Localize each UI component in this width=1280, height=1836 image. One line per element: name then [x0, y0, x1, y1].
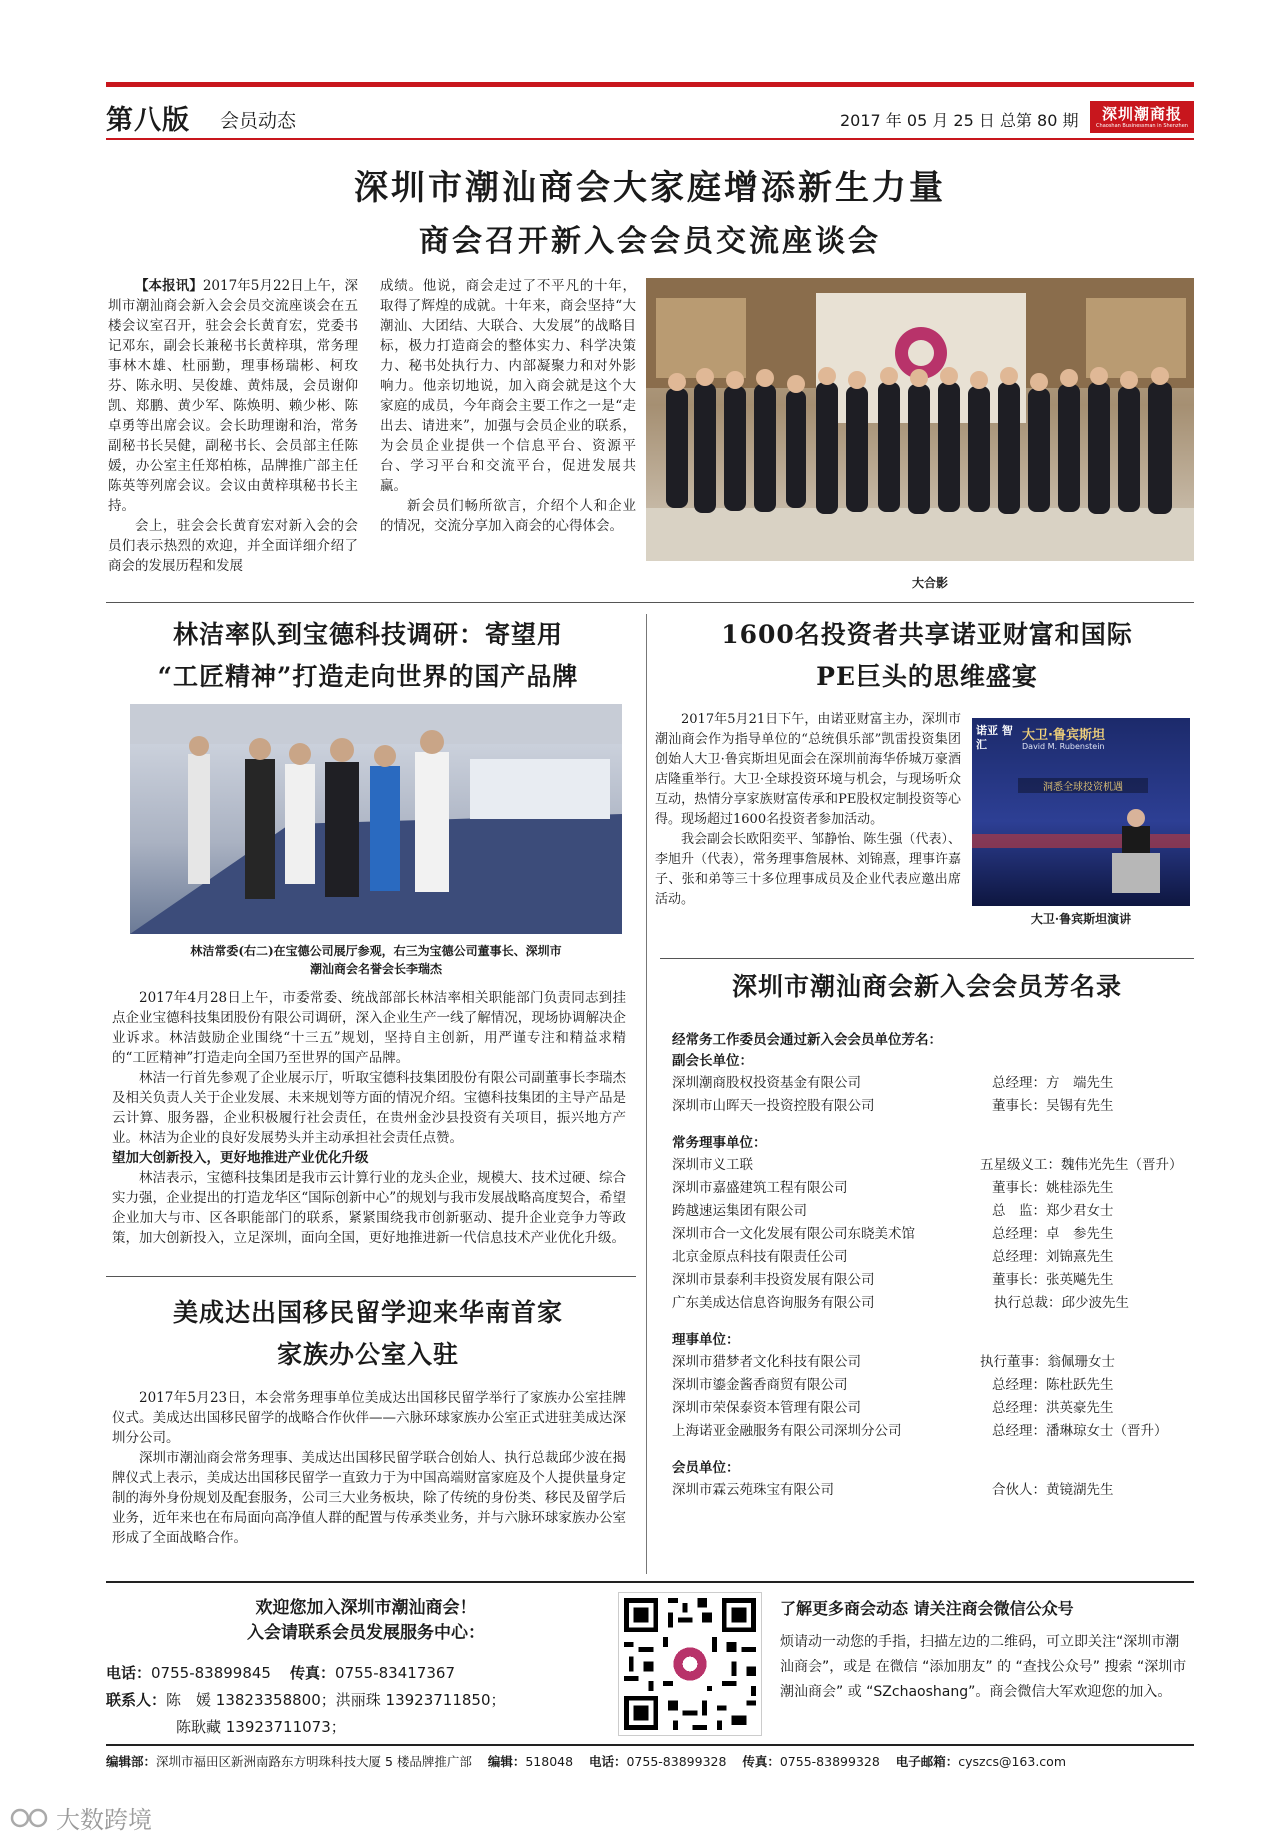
lin-paragraph-1: 2017年4月28日上午，市委常委、统战部部长林洁率相关职能部门负责同志到挂点企业宝德科技集团股份有限公司调研，深入企业生产一线了解情况，现场协调解决企业诉求。林洁鼓励企业围绕“十三五”规划，坚持自主创新，用严谨专注和精益求精的“工匠精神”打造走向全国乃至世界的国产品牌。 — [112, 990, 626, 1066]
lead-tag: 【本报讯】 — [135, 278, 203, 294]
phone-number: 0755-83899845 — [151, 1664, 271, 1682]
noah-title-line-2: PE巨头的思维盛宴 — [816, 662, 1038, 691]
roster-category: 理事单位： — [672, 1332, 740, 1348]
fax-label: 传真： — [290, 1664, 336, 1682]
roster-title: 深圳市潮汕商会新入会会员芳名录 — [731, 972, 1122, 1001]
lead-subtitle: 商会召开新入会会员交流座谈会 — [419, 224, 881, 259]
imprint-tel-label: 电话： — [588, 1754, 627, 1769]
roster-org: 上海诺亚金融服务有限公司深圳分公司 — [672, 1423, 902, 1439]
roster-row — [672, 1269, 1192, 1292]
roster-person: 董事长：张英飚先生 — [992, 1272, 1114, 1288]
masthead-name: 深圳潮商报 — [1101, 104, 1182, 123]
contact-label: 联系人： — [106, 1691, 167, 1709]
noah-paragraph-1: 2017年5月21日下午，由诺亚财富主办，深圳市潮汕商会作为指导单位的“总统俱乐部”凯雷投资集团创始人大卫·鲁宾斯坦见面会在深圳前海华侨城万豪酒店隆重举行。大卫·全球投资环境与机会，与现场听众互动，热情分享家族财富传承和PE股权定制投资等心得。现场超过1600名投资者参加活动。 — [655, 712, 961, 827]
imprint-editor: 深圳市福田区新洲南路东方明珠科技大厦 5 楼品牌推广部 — [156, 1754, 472, 1769]
roster-person: 总经理：潘琳琼女士（晋升） — [992, 1423, 1168, 1439]
qr-code-icon — [619, 1593, 761, 1735]
right-column-divider — [660, 958, 1194, 959]
roster-person: 总经理：方 端先生 — [992, 1075, 1114, 1091]
lead-column-1 — [108, 276, 358, 576]
wechat-title: 了解更多商会动态 请关注商会微信公众号 — [780, 1599, 1074, 1618]
lead-paragraph-1: 2017年5月22日上午，深圳市潮汕商会新入会会员交流座谈会在五楼会议室召开，驻会会长黄育宏，党委书记邓东，副会长兼秘书长黄梓琪，常务理事林木雄、杜丽勤，理事杨瑞彬、柯玫芬、陈永明、吴俊雄、黄炜晟，会员谢仰凯、郑鹏、黄少军、陈焕明、赖少彬、陈卓勇等出席会议。会长助理谢和治，常务副秘书长吴健，副秘书长、会员部主任陈媛，办公室主任郑柏栋，品牌推广部主任陈英等列席会议。会议由黄梓琪秘书长主持。 — [108, 278, 358, 514]
imprint-fax-label: 传真： — [742, 1754, 780, 1769]
imprint-fax: 0755-83899328 — [779, 1754, 880, 1769]
lead-paragraph-4: 新会员们畅所欲言，介绍个人和企业的情况，交流分享加入商会的心得体会。 — [380, 498, 636, 534]
group-photo — [646, 278, 1194, 561]
roster-person: 总经理：卓 参先生 — [992, 1226, 1114, 1242]
roster-person: 董事长：吴锡有先生 — [992, 1098, 1114, 1114]
lin-subhead: 望加大创新投入，更好地推进产业优化升级 — [112, 1150, 369, 1166]
watermark-logo-icon — [10, 1805, 50, 1831]
footer-rule — [106, 1581, 1194, 1583]
watermark-text: 大数跨境 — [56, 1806, 152, 1834]
roster-person: 总 监：郑少君女士 — [992, 1203, 1114, 1219]
roster-category: 会员单位： — [672, 1460, 740, 1476]
rubenstein-banner-en: David M. Rubenstein — [1022, 742, 1105, 751]
lead-paragraph-3: 成绩。他说，商会走过了不平凡的十年，取得了辉煌的成就。十年来，商会坚持“大潮汕、大团结、大联合、大发展”的战略目标，极力打造商会的整体实力、科学决策力、秘书处执行力、内部凝聚力和对外影响力。他亲切地说，加入商会就是这个大家庭的成员，今年商会主要工作之一是“走出去、请进来”，加强与会员企业的联系，为会员企业提供一个信息平台、资源平台、学习平台和交流平台，促进发展共赢。 — [380, 278, 636, 494]
roster-org: 深圳市鎏金酱香商贸有限公司 — [672, 1377, 848, 1393]
column-divider — [646, 614, 647, 1574]
lin-caption-line-2: 潮汕商会名誉会长李瑞杰 — [309, 962, 442, 976]
roster-category: 常务理事单位： — [672, 1135, 767, 1151]
roster-row — [672, 1095, 1192, 1118]
roster-person: 总经理：刘锦熹先生 — [992, 1249, 1114, 1265]
fax-number: 0755-83417367 — [335, 1664, 455, 1682]
roster-row — [672, 1397, 1192, 1420]
roster-org: 深圳市山晖天一投资控股有限公司 — [672, 1098, 875, 1114]
roster-person: 合伙人：黄镜湖先生 — [992, 1482, 1114, 1498]
join-line-2: 入会请联系会员发展服务中心： — [247, 1623, 485, 1643]
lin-visit-photo — [130, 704, 622, 934]
imprint-editor-label: 编辑部： — [106, 1754, 157, 1769]
meicheng-article-title — [106, 1292, 630, 1376]
contact-line-1: 陈 媛 13823358800；洪丽珠 13923711850； — [166, 1691, 506, 1709]
masthead-logo — [1090, 101, 1194, 133]
lin-title-line-1: 林洁率队到宝德科技调研：寄望用 — [172, 620, 563, 649]
roster-org: 深圳市景泰利丰投资发展有限公司 — [672, 1272, 875, 1288]
noah-title-line-1: 1600名投资者共享诺亚财富和国际 — [721, 620, 1133, 649]
imprint-post: 518048 — [525, 1754, 574, 1769]
lin-caption-line-1: 林洁常委(右二)在宝德公司展厅参观，右三为宝德公司董事长、深圳市 — [190, 944, 562, 958]
roster-org: 深圳市合一文化发展有限公司东晓美术馆 — [672, 1226, 915, 1242]
noah-article-body — [655, 710, 961, 910]
rubenstein-stage-illustration — [972, 798, 1190, 906]
roster-row — [672, 1292, 1192, 1315]
lead-divider — [106, 602, 1194, 603]
roster-org: 深圳市猎梦者文化科技有限公司 — [672, 1354, 861, 1370]
roster-org: 北京金原点科技有限责任公司 — [672, 1249, 848, 1265]
roster-org: 深圳市霖云苑珠宝有限公司 — [672, 1482, 834, 1498]
join-invitation — [106, 1596, 626, 1646]
roster-row — [672, 1479, 1192, 1502]
imprint-post-label: 编辑： — [487, 1754, 526, 1769]
masthead-english: Chaoshan Businessman in Shenzhen — [1096, 122, 1188, 129]
noah-article-title — [660, 614, 1194, 698]
edition-label: 第八版 — [106, 105, 190, 136]
roster-person: 总经理：洪英豪先生 — [992, 1400, 1114, 1416]
imprint-line — [106, 1752, 1194, 1770]
roster-org: 深圳市荣保泰资本管理有限公司 — [672, 1400, 861, 1416]
roster-row — [672, 1374, 1192, 1397]
roster-row — [672, 1154, 1192, 1177]
roster-list — [672, 1050, 1192, 1502]
noah-paragraph-2: 我会副会长欧阳奕平、邹静怡、陈生强（代表）、李旭升（代表），常务理事詹展林、刘锦熹，理事许嘉子、张和弟等三十多位理事成员及企业代表应邀出席活动。 — [655, 832, 961, 907]
watermark — [10, 1800, 152, 1835]
imprint-rule — [106, 1744, 1194, 1746]
group-photo-caption: 大合影 — [911, 576, 948, 590]
roster-person: 执行总裁：邱少波先生 — [994, 1295, 1129, 1311]
top-red-rule — [106, 82, 1194, 87]
rubenstein-banner-title: 大卫·鲁宾斯坦 — [1022, 728, 1105, 743]
meicheng-title-line-2: 家族办公室入驻 — [276, 1340, 459, 1369]
meicheng-paragraph-1: 2017年5月23日，本会常务理事单位美成达出国移民留学举行了家族办公室挂牌仪式。美成达出国移民留学的战略合作伙伴——六脉环球家族办公室正式进驻美成达深圳分公司。 — [112, 1390, 626, 1446]
rubenstein-photo — [972, 718, 1190, 906]
roster-row — [672, 1420, 1192, 1443]
lead-paragraph-2: 会上，驻会会长黄育宏对新入会的会员们表示热烈的欢迎，并全面详细介绍了商会的发展历程和发展 — [108, 518, 358, 574]
lin-title-line-2: “工匠精神”打造走向世界的国产品牌 — [157, 662, 579, 691]
left-column-divider — [106, 1276, 636, 1277]
lead-title: 深圳市潮汕商会大家庭增添新生力量 — [354, 168, 946, 208]
rubenstein-photo-caption: 大卫·鲁宾斯坦演讲 — [1030, 912, 1132, 926]
roster-person: 执行董事：翁佩珊女士 — [980, 1354, 1115, 1370]
roster-org: 跨越速运集团有限公司 — [672, 1203, 807, 1219]
imprint-email-label: 电子邮箱： — [895, 1754, 959, 1769]
roster-person: 总经理：陈杜跃先生 — [992, 1377, 1114, 1393]
lin-article-title — [106, 614, 630, 698]
lin-photo-caption — [130, 942, 622, 978]
phone-label: 电话： — [106, 1664, 152, 1682]
rubenstein-banner-sub: 洞悉全球投资机遇 — [1018, 778, 1148, 793]
roster-person: 董事长：姚桂添先生 — [992, 1180, 1114, 1196]
roster-row — [672, 1246, 1192, 1269]
meicheng-article-body — [112, 1388, 626, 1548]
lead-column-2 — [380, 276, 636, 536]
imprint-tel: 0755-83899328 — [626, 1754, 727, 1769]
lin-article-body — [112, 988, 626, 1248]
imprint-email: cyszcs@163.com — [958, 1754, 1066, 1769]
header-rule — [106, 138, 1194, 140]
roster-row — [672, 1200, 1192, 1223]
roster-row — [672, 1223, 1192, 1246]
roster-org: 深圳潮商股权投资基金有限公司 — [672, 1075, 861, 1091]
roster-org: 深圳市义工联 — [672, 1157, 753, 1173]
roster-org: 广东美成达信息咨询服务有限公司 — [672, 1295, 875, 1311]
contact-block — [106, 1660, 626, 1741]
wechat-qr-code — [618, 1592, 762, 1736]
issue-date: 2017 年 05 月 25 日 总第 80 期 — [840, 111, 1079, 130]
group-photo-illustration — [646, 278, 1194, 561]
lin-visit-photo-illustration — [130, 704, 622, 934]
meicheng-paragraph-2: 深圳市潮汕商会常务理事、美成达出国移民留学联合创始人、执行总裁邱少波在揭牌仪式上表示，美成达出国移民留学一直致力于为中国高端财富家庭及个人提供量身定制的海外身份规划及配套服务，公司三大业务板块，除了传统的身份类、移民及留学后业务，近年来也在布局面向高净值人群的配置与传承类业务，并与六脉环球家族办公室形成了全面战略合作。 — [112, 1450, 626, 1546]
roster-category: 副会长单位： — [672, 1053, 753, 1069]
roster-org: 深圳市嘉盛建筑工程有限公司 — [672, 1180, 848, 1196]
rubenstein-banner-brand: 诺亚 智汇 — [976, 724, 1013, 751]
wechat-text: 烦请动一动您的手指，扫描左边的二维码，可立即关注“深圳市潮汕商会”，或是 在微信 “添加朋友” 的 “查找公众号” 搜索 “深圳市潮汕商会” 或 “SZchaoshang”。商会微信大军欢迎您的加入。 — [780, 1634, 1187, 1700]
roster-intro: 经常务工作委员会通过新入会会员单位芳名： — [672, 1032, 942, 1048]
roster-row — [672, 1351, 1192, 1374]
roster-person: 五星级义工：魏伟光先生（晋升） — [980, 1157, 1183, 1173]
join-line-1: 欢迎您加入深圳市潮汕商会！ — [255, 1598, 477, 1618]
roster-row — [672, 1072, 1192, 1095]
lin-paragraph-2: 林洁一行首先参观了企业展示厅，听取宝德科技集团股份有限公司副董事长李瑞杰及相关负责人关于企业发展、未来规划等方面的情况介绍。宝德科技集团的主导产品是云计算、服务器，企业积极履行社会责任，在贵州金沙县投资有关项目，振兴地方产业。林洁为企业的良好发展势头并主动承担社会责任点赞。 — [112, 1070, 626, 1146]
lin-paragraph-3: 林洁表示，宝德科技集团是我市云计算行业的龙头企业，规模大、技术过硬、综合实力强，企业提出的打造龙华区“国际创新中心”的规划与我市发展战略高度契合，希望企业加大与市、区各职能部门的联系，紧紧围绕我市创新驱动、提升企业竞争力等政策，加大创新投入，立足深圳，面向全国，更好地推进新一代信息技术产业优化升级。 — [112, 1170, 626, 1246]
contact-line-2: 陈耿藏 13923711073； — [176, 1718, 346, 1736]
meicheng-title-line-1: 美成达出国移民留学迎来华南首家 — [172, 1298, 563, 1327]
section-name: 会员动态 — [220, 110, 297, 132]
roster-row — [672, 1177, 1192, 1200]
